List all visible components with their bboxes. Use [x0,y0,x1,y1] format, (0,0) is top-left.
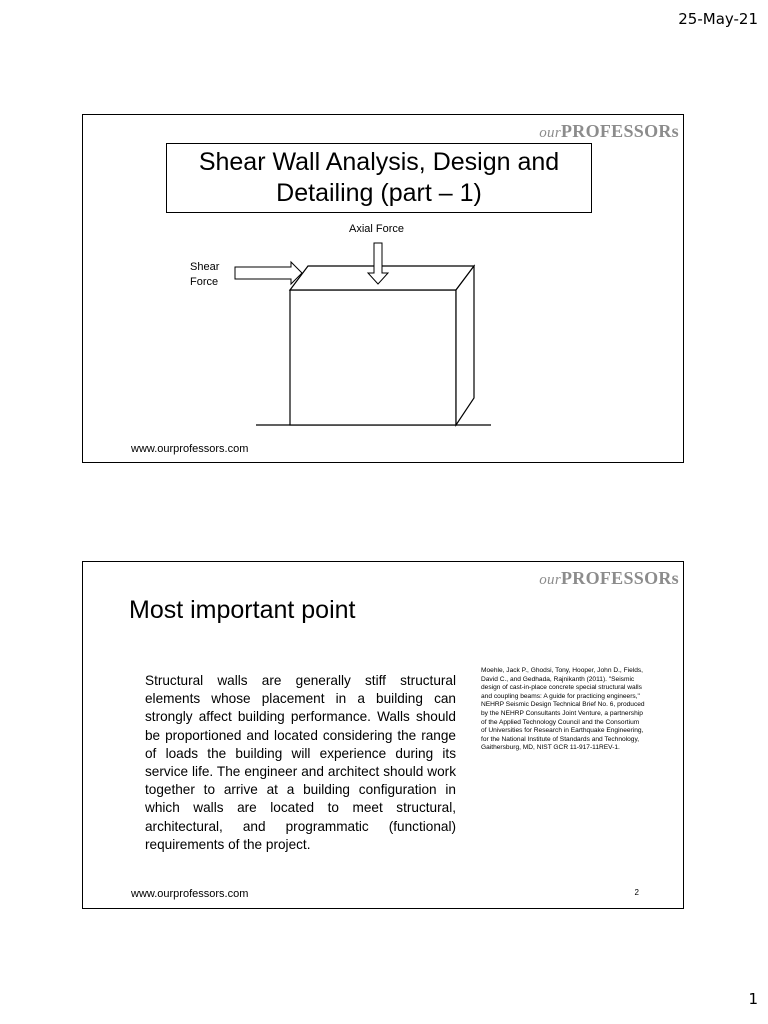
shear-force-label: Shear Force [190,261,220,288]
ourprofessors-logo [539,568,679,589]
wall-front-face [290,290,456,425]
logo-name: PROFESSORs [560,121,679,141]
logo-name: PROFESSORs [560,568,679,588]
logo-prefix: our [539,125,561,141]
shear-force-arrow [235,262,302,284]
slide-title: Shear Wall Analysis, Design and Detailing (part – 1) [166,143,592,213]
slide-heading: Most important point [129,596,356,624]
axial-force-label: Axial Force [349,223,405,235]
page-date: 25-May-21 [678,10,758,28]
slide-1 [82,114,684,463]
slide-number: 2 [634,888,639,897]
wall-side-face [456,266,474,425]
logo-prefix: our [539,572,561,588]
footer-url: www.ourprofessors.com [131,888,249,900]
footer-url: www.ourprofessors.com [131,443,249,455]
slide-2 [82,561,684,909]
slide-body-text: Structural walls are generally stiff structural elements whose placement in a building can strongly affect building performance. Walls should be proportioned and located considering the range of loads the building will experience during its service life. The engineer and architect should work together to arrive at a building configuration in which walls are located to meet structural, architectural, and programmatic (functional) requirements of the project. [145,673,456,852]
shear-wall-diagram [83,115,683,462]
page-number: 1 [748,990,758,1008]
reference-citation: Moehle, Jack P., Ghodsi, Tony, Hooper, John D., Fields, David C., and Gedhada, Rajnikanth (2011). "Seismic design of cast-in-place concrete special structural walls and coupling beams: A guide for practicing engineers," NEHRP Seismic Design Technical Brief No. 6, produced by the NEHRP Consultants Joint Venture, a partnership of the Applied Technology Council and the Consortium of Universities for Research in Earthquake Engineering, for the National Institute of Standards and Technology, Gaithersburg, MD, NIST GCR 11-917-11REV-1. [481,667,645,752]
